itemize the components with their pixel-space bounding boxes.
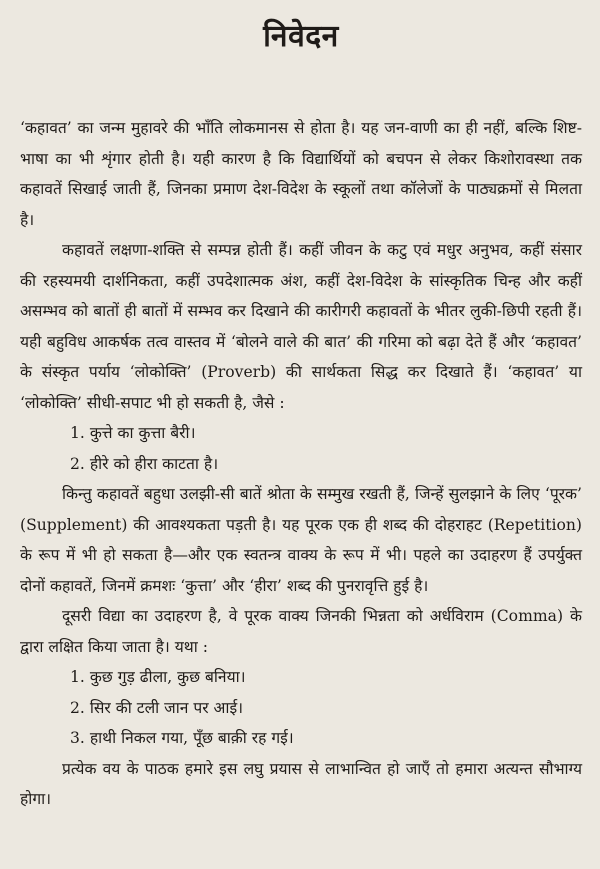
paragraph-4: दूसरी विद्या का उदाहरण है, वे पूरक वाक्य जिनकी भिन्नता को अर्धविराम (Comma) के द्वारा लक्षित किया जाता है। यथा : [20,607,582,656]
paragraph-5: प्रत्येक वय के पाठक हमारे इस लघु प्रयास से लाभान्वित हो जाएँ तो हमारा अत्यन्त सौभाग्य होगा। [20,759,582,808]
list-item: 2. सिर की टली जान पर आई। [70,698,244,717]
paragraph-1: ‘कहावत’ का जन्म मुहावरे की भाँति लोकमानस से होता है। यह जन-वाणी का ही नहीं, बल्कि शिष्ट-भाषा का भी शृंगार होती है। यही कारण है कि विद्यार्थियों को बचपन से लेकर किशोरावस्था तक कहावतें सिखाई जाती हैं, जिनका प्रमाण देश-विदेश के स्कूलों तथा कॉलेजों के पाठ्यक्रमों से मिलता है। [20,119,582,229]
page-title: निवेदन [263,19,339,54]
proverb-list-1 [20,418,582,479]
list-item: 1. कुत्ते का कुत्ता बैरी। [70,424,196,442]
proverb-list-2 [20,662,582,754]
list-item: 2. हीरे को हीरा काटता है। [70,454,219,473]
paragraph-3: किन्तु कहावतें बहुधा उलझी-सी बातें श्रोता के सम्मुख रखती हैं, जिन्हें सुलझाने के लिए ‘पूरक’ (Supplement) की आवश्यकता पड़ती है। यह पूरक एक ही शब्द की दोहराहट (Repetition) के रूप में भी हो सकता है—और एक स्वतन्त्र वाक्य के रूप में भी। पहले का उदाहरण हैं उपर्युक्त दोनों कहावतें, जिनमें क्रमशः ‘कुत्ता’ और ‘हीरा’ शब्द की पुनरावृत्ति हुई है। [20,485,582,595]
paragraph-2: कहावतें लक्षणा-शक्ति से सम्पन्न होती हैं। कहीं जीवन के कटु एवं मधुर अनुभव, कहीं संसार की रहस्यमयी दार्शनिकता, कहीं उपदेशात्मक अंश, कहीं देश-विदेश के सांस्कृतिक चिन्ह और कहीं असम्भव को बातों ही बातों में सम्भव कर दिखाने की कारीगरी कहावतों के भीतर लुकी-छिपी रहती हैं। यही बहुविध आकर्षक तत्व वास्तव में ‘बोलने वाले की बात’ की गरिमा को बढ़ा देते हैं और ‘कहावत’ के संस्कृत पर्याय ‘लोकोक्ति’ (Proverb) की सार्थकता सिद्ध कर दिखाते हैं। ‘कहावत’ या ‘लोकोक्ति’ सीधी-सपाट भी हो सकती है, जैसे : [20,241,582,412]
list-item: 1. कुछ गुड़ ढीला, कुछ बनिया। [70,668,246,686]
list-item: 3. हाथी निकल गया, पूँछ बाक़ी रह गई। [70,729,294,747]
